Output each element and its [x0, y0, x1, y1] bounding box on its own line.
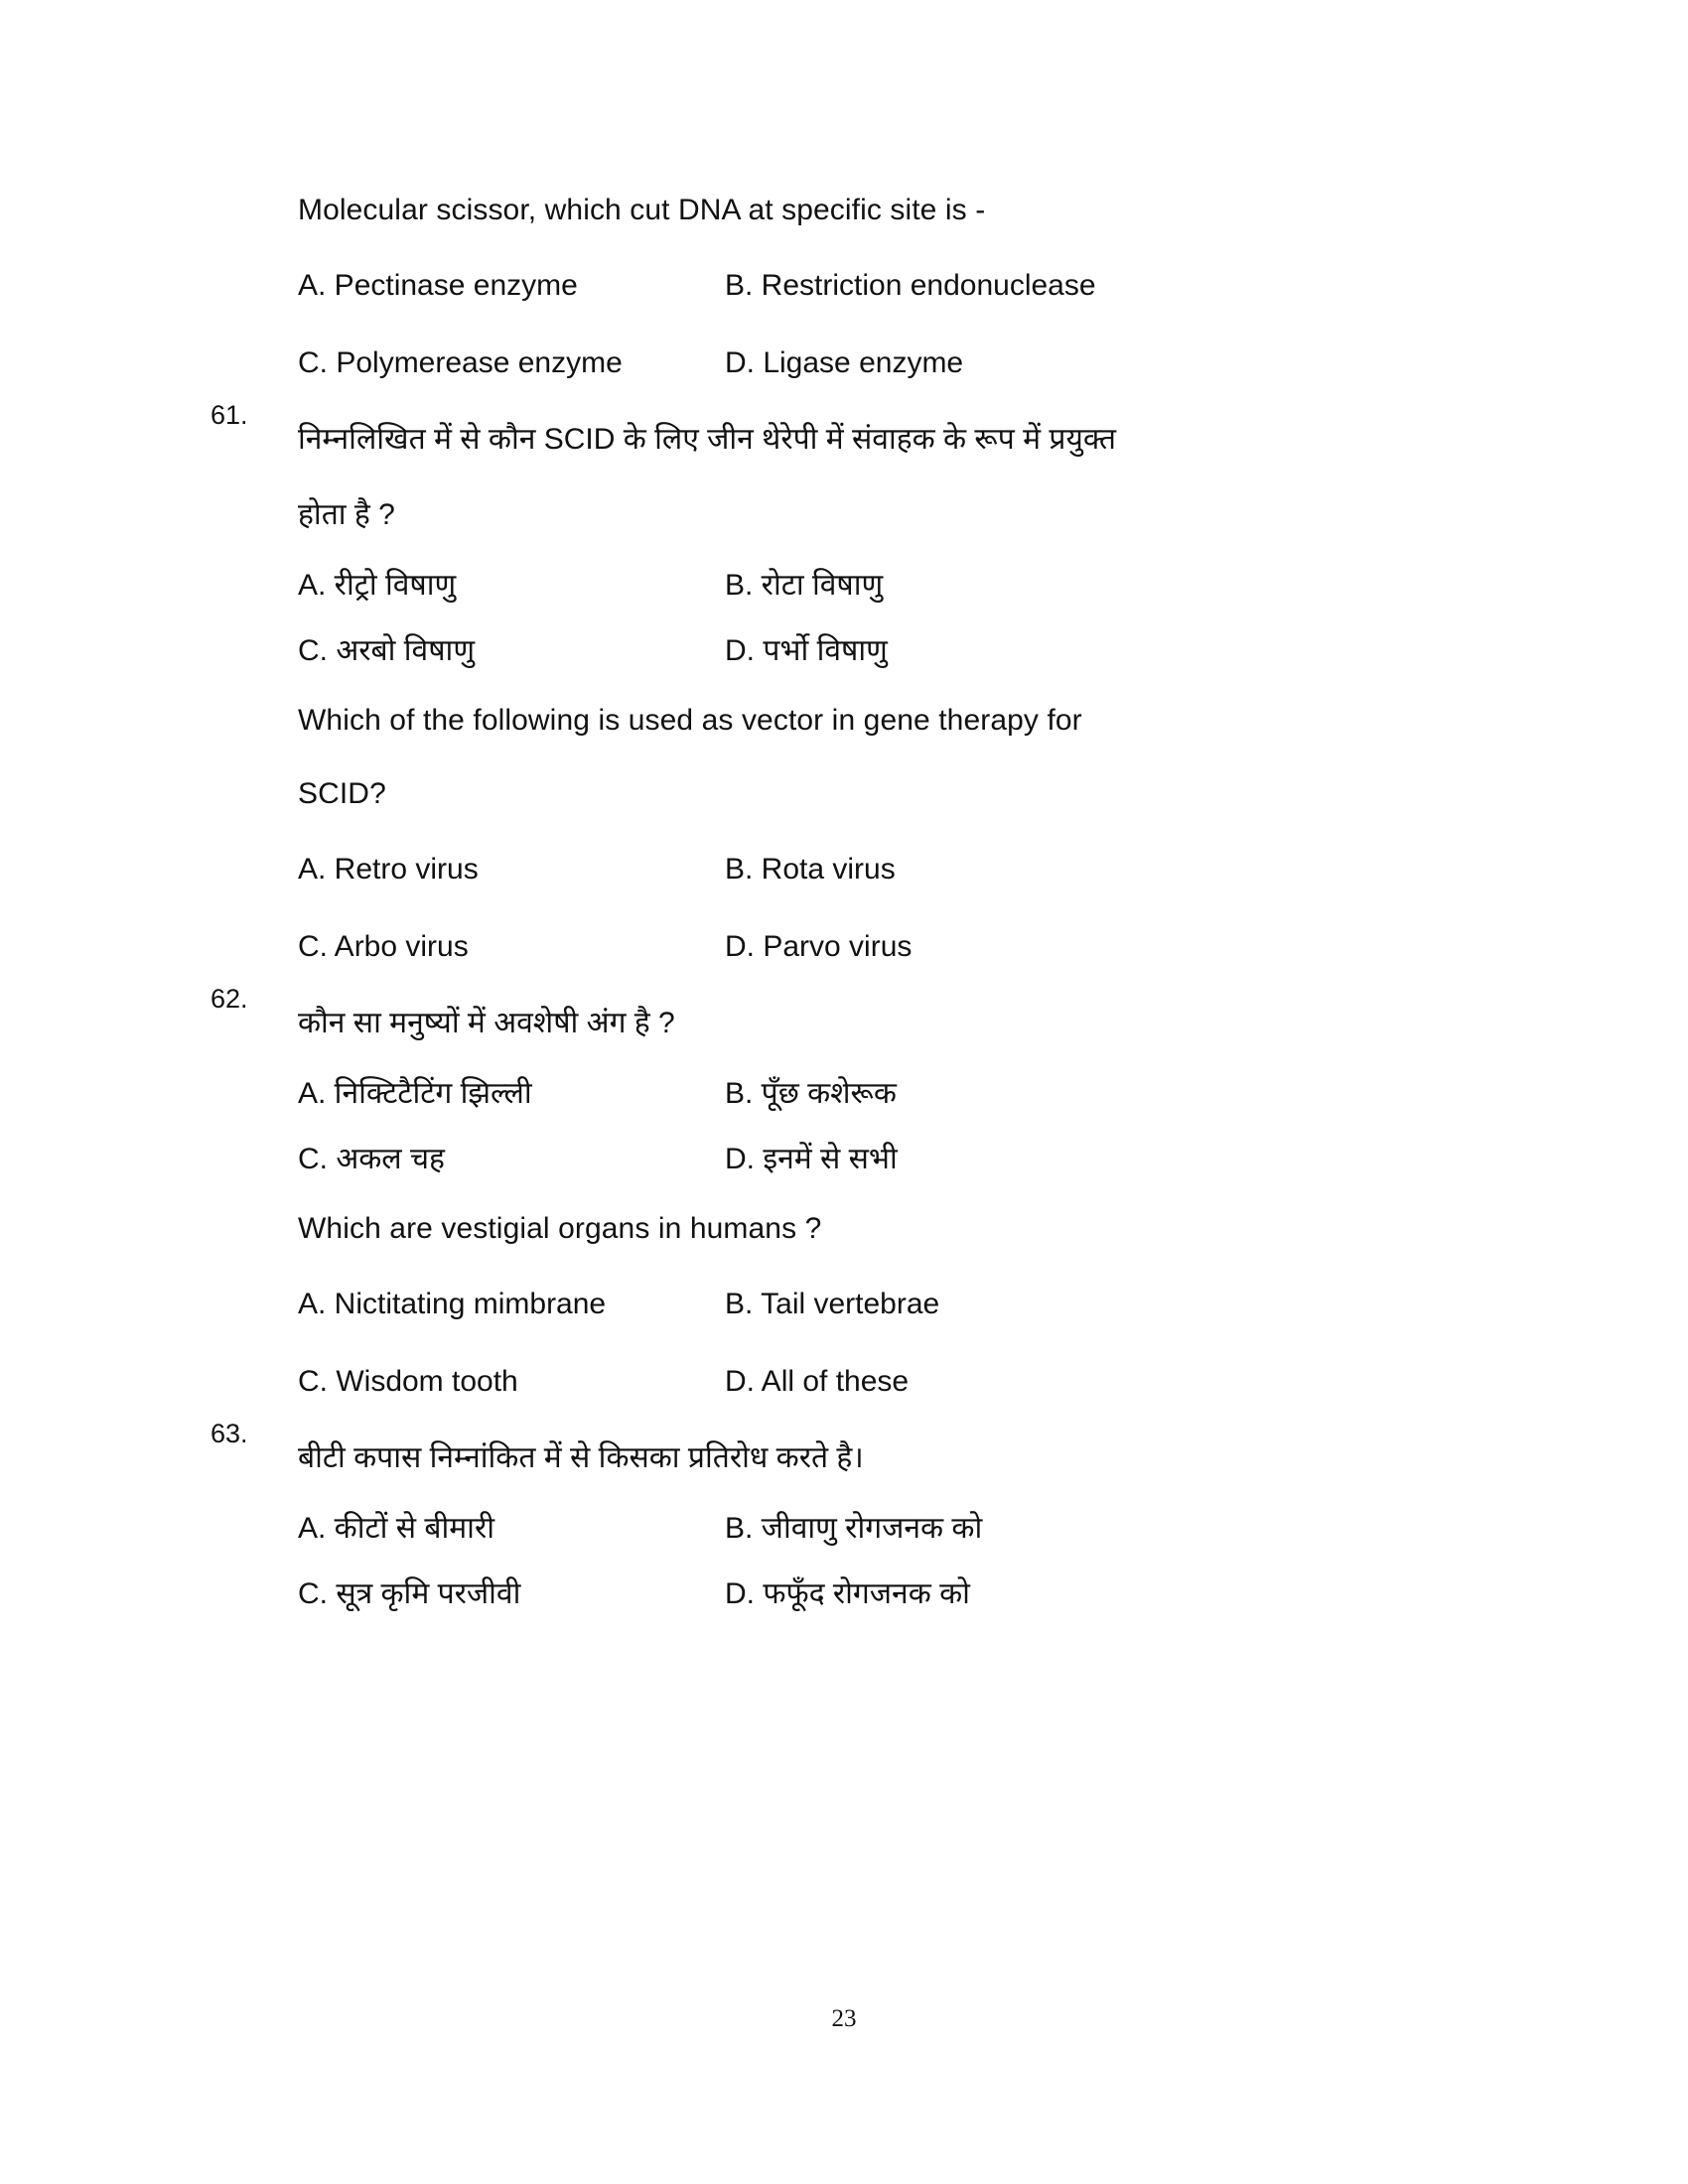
option-c[interactable]: C. अरबो विषाणु	[298, 634, 476, 667]
options-q61-hindi	[298, 553, 1470, 684]
option-c[interactable]: C. अकल चह	[298, 1143, 445, 1175]
option-b[interactable]: B. Restriction endonuclease	[725, 269, 1096, 302]
option-b[interactable]: B. Rota virus	[725, 853, 896, 886]
option-d[interactable]: D. इनमें से सभी	[725, 1143, 898, 1175]
question-stem-q63-hindi	[211, 1419, 1470, 1496]
option-c[interactable]: C. Wisdom tooth	[298, 1365, 518, 1398]
options-q62-english	[298, 1266, 1470, 1421]
option-row-cd	[298, 618, 1470, 684]
option-a[interactable]: A. Retro virus	[298, 853, 479, 886]
option-row-ab	[298, 1496, 1470, 1562]
question-content	[211, 174, 1470, 1627]
options-q60-english	[298, 247, 1470, 402]
question-stem-q61-hindi	[211, 400, 1470, 553]
option-c[interactable]: C. Arbo virus	[298, 930, 469, 963]
options-q63-hindi	[298, 1496, 1470, 1627]
option-row-ab	[298, 831, 1470, 908]
option-d[interactable]: D. All of these	[725, 1365, 910, 1398]
option-a[interactable]: A. कीटों से बीमारी	[298, 1512, 494, 1545]
option-d[interactable]: D. पर्भो विषाणु	[725, 634, 888, 667]
option-row-ab	[298, 1061, 1470, 1127]
question-number-61: 61.	[211, 400, 248, 430]
question-stem-q60-english	[298, 174, 1470, 247]
question-stem-q62-hindi	[211, 984, 1470, 1061]
option-a[interactable]: A. रीट्रो विषाणु	[298, 569, 457, 602]
option-a[interactable]: A. Pectinase enzyme	[298, 269, 578, 302]
stem-text-line1: बीटी कपास निम्नांकित में से किसका प्रतिरोध करते है।	[298, 1441, 864, 1474]
option-b[interactable]: B. Tail vertebrae	[725, 1288, 940, 1320]
page-number: 23	[831, 2005, 857, 2032]
option-row-cd	[298, 1343, 1470, 1421]
option-row-ab	[298, 247, 1470, 325]
stem-text-line1: कौन सा मनुष्यों में अवशेषी अंग है ?	[298, 1007, 675, 1039]
option-row-cd	[298, 1562, 1470, 1627]
stem-text: Molecular scissor, which cut DNA at specific site is -	[298, 194, 986, 226]
option-d[interactable]: D. Ligase enzyme	[725, 346, 964, 379]
option-d[interactable]: D. Parvo virus	[725, 930, 913, 963]
option-a[interactable]: A. Nictitating mimbrane	[298, 1288, 607, 1320]
stem-text-line1: Which are vestigial organs in humans ?	[298, 1212, 822, 1245]
option-row-cd	[298, 908, 1470, 986]
question-number-63: 63.	[211, 1419, 248, 1448]
option-row-cd	[298, 1127, 1470, 1192]
question-stem-q61-english	[298, 684, 1470, 831]
option-b[interactable]: B. जीवाणु रोगजनक को	[725, 1512, 983, 1545]
question-stem-q62-english	[298, 1192, 1470, 1266]
stem-text-line2: होता है ?	[298, 498, 395, 531]
option-c[interactable]: C. सूत्र कृमि परजीवी	[298, 1577, 521, 1610]
option-row-ab	[298, 1266, 1470, 1343]
option-row-ab	[298, 553, 1470, 618]
option-a[interactable]: A. निक्टिटैटिंग झिल्ली	[298, 1077, 532, 1110]
option-row-cd	[298, 325, 1470, 402]
stem-text-line1: Which of the following is used as vector in gene therapy for	[298, 704, 1082, 737]
question-number-62: 62.	[211, 984, 248, 1014]
option-c[interactable]: C. Polymerease enzyme	[298, 346, 623, 379]
stem-text-line1: निम्नलिखित में से कौन SCID के लिए जीन थेरेपी में संवाहक के रूप में प्रयुक्त	[298, 423, 1117, 456]
stem-text-line2: SCID?	[298, 777, 386, 810]
option-d[interactable]: D. फफूँद रोगजनक को	[725, 1577, 970, 1610]
option-b[interactable]: B. रोटा विषाणु	[725, 569, 884, 602]
options-q61-english	[298, 831, 1470, 986]
option-b[interactable]: B. पूँछ कशेरूक	[725, 1077, 897, 1110]
options-q62-hindi	[298, 1061, 1470, 1192]
